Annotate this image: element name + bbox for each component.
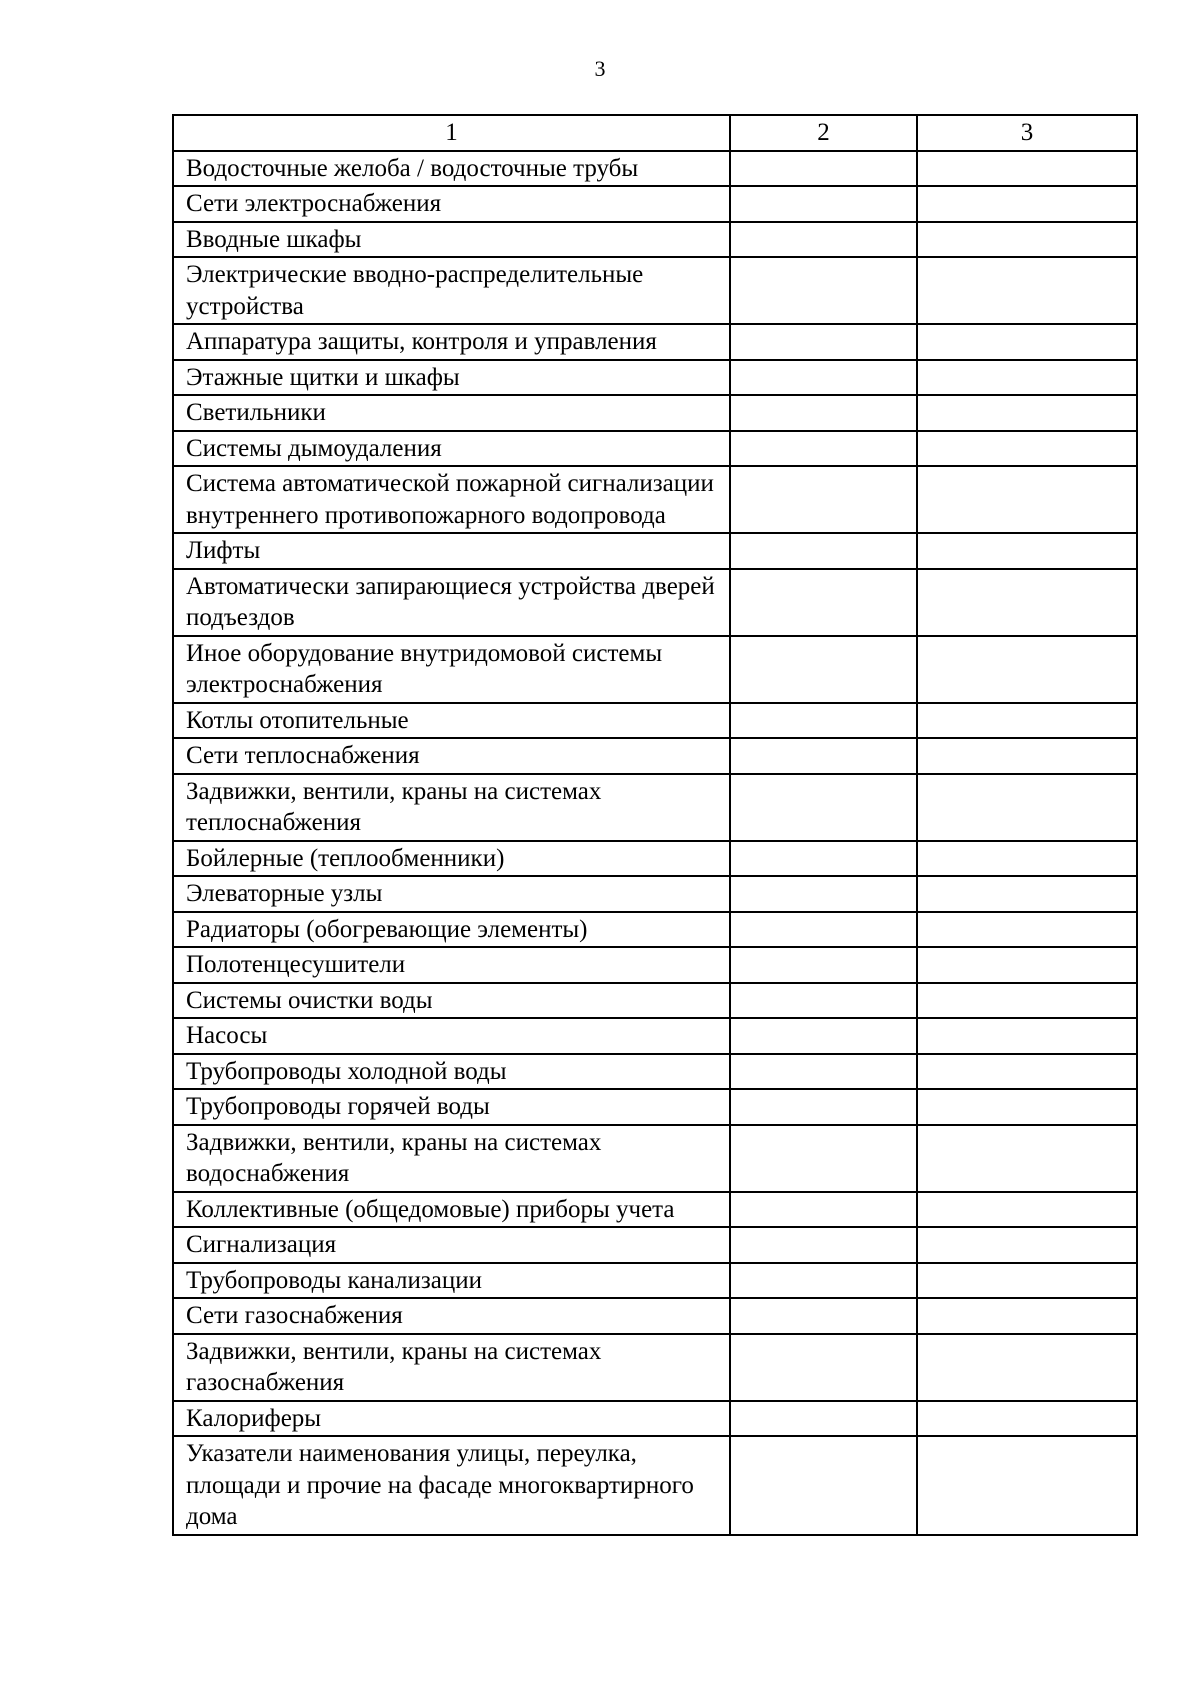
table-row [173, 983, 1137, 1019]
cell-col-2 [730, 186, 917, 222]
cell-col-2 [730, 1192, 917, 1228]
cell-col-3 [917, 151, 1137, 187]
row-label: Трубопроводы горячей воды [173, 1089, 730, 1125]
row-label: Котлы отопительные [173, 703, 730, 739]
cell-col-2 [730, 395, 917, 431]
cell-col-2 [730, 324, 917, 360]
cell-col-3 [917, 257, 1137, 324]
cell-col-3 [917, 1401, 1137, 1437]
table-row [173, 1436, 1137, 1535]
cell-col-2 [730, 360, 917, 396]
cell-col-3 [917, 1054, 1137, 1090]
table-row [173, 1298, 1137, 1334]
table-row [173, 151, 1137, 187]
cell-col-2 [730, 466, 917, 533]
row-label: Светильники [173, 395, 730, 431]
cell-col-3 [917, 395, 1137, 431]
table-row [173, 533, 1137, 569]
cell-col-3 [917, 636, 1137, 703]
cell-col-2 [730, 1401, 917, 1437]
table-row [173, 186, 1137, 222]
row-label: Элеваторные узлы [173, 876, 730, 912]
cell-col-3 [917, 1263, 1137, 1299]
row-label: Задвижки, вентили, краны на системах водоснабжения [173, 1125, 730, 1192]
row-label: Водосточные желоба / водосточные трубы [173, 151, 730, 187]
cell-col-2 [730, 636, 917, 703]
column-header-3: 3 [917, 115, 1137, 151]
cell-col-3 [917, 738, 1137, 774]
row-label: Электрические вводно-распределительные устройства [173, 257, 730, 324]
row-label: Лифты [173, 533, 730, 569]
cell-col-3 [917, 1089, 1137, 1125]
cell-col-3 [917, 983, 1137, 1019]
table-row [173, 466, 1137, 533]
cell-col-2 [730, 738, 917, 774]
table-row [173, 774, 1137, 841]
cell-col-2 [730, 912, 917, 948]
cell-col-3 [917, 1125, 1137, 1192]
cell-col-2 [730, 703, 917, 739]
cell-col-2 [730, 983, 917, 1019]
cell-col-3 [917, 360, 1137, 396]
table-row [173, 947, 1137, 983]
row-label: Этажные щитки и шкафы [173, 360, 730, 396]
cell-col-2 [730, 1263, 917, 1299]
row-label: Задвижки, вентили, краны на системах газоснабжения [173, 1334, 730, 1401]
column-header-1: 1 [173, 115, 730, 151]
cell-col-2 [730, 151, 917, 187]
cell-col-3 [917, 533, 1137, 569]
row-label: Система автоматической пожарной сигнализации внутреннего противопожарного водопровода [173, 466, 730, 533]
row-label: Трубопроводы холодной воды [173, 1054, 730, 1090]
table-row [173, 1089, 1137, 1125]
cell-col-2 [730, 876, 917, 912]
cell-col-3 [917, 912, 1137, 948]
table-row [173, 636, 1137, 703]
table-row [173, 841, 1137, 877]
cell-col-3 [917, 1298, 1137, 1334]
row-label: Насосы [173, 1018, 730, 1054]
cell-col-3 [917, 186, 1137, 222]
cell-col-2 [730, 431, 917, 467]
table-row [173, 360, 1137, 396]
table-row [173, 431, 1137, 467]
cell-col-3 [917, 1227, 1137, 1263]
table-row [173, 1263, 1137, 1299]
cell-col-3 [917, 431, 1137, 467]
column-header-2: 2 [730, 115, 917, 151]
cell-col-2 [730, 774, 917, 841]
cell-col-3 [917, 466, 1137, 533]
cell-col-3 [917, 774, 1137, 841]
row-label: Радиаторы (обогревающие элементы) [173, 912, 730, 948]
cell-col-2 [730, 1227, 917, 1263]
row-label: Автоматически запирающиеся устройства дверей подъездов [173, 569, 730, 636]
cell-col-2 [730, 1054, 917, 1090]
cell-col-2 [730, 257, 917, 324]
table-row [173, 738, 1137, 774]
table-row [173, 1334, 1137, 1401]
row-label: Аппаратура защиты, контроля и управления [173, 324, 730, 360]
row-label: Указатели наименования улицы, переулка, площади и прочие на фасаде многоквартирного дома [173, 1436, 730, 1535]
cell-col-3 [917, 1018, 1137, 1054]
row-label: Сети электроснабжения [173, 186, 730, 222]
table-row [173, 222, 1137, 258]
row-label: Бойлерные (теплообменники) [173, 841, 730, 877]
table-row [173, 1054, 1137, 1090]
cell-col-3 [917, 1192, 1137, 1228]
equipment-table [172, 114, 1138, 1536]
cell-col-3 [917, 1334, 1137, 1401]
cell-col-2 [730, 1089, 917, 1125]
cell-col-3 [917, 222, 1137, 258]
table-row [173, 1192, 1137, 1228]
table-row [173, 324, 1137, 360]
table-row [173, 912, 1137, 948]
row-label: Трубопроводы канализации [173, 1263, 730, 1299]
table-row [173, 257, 1137, 324]
page-number: 3 [594, 56, 606, 81]
row-label: Сигнализация [173, 1227, 730, 1263]
table-row [173, 1018, 1137, 1054]
table-row [173, 1227, 1137, 1263]
cell-col-2 [730, 947, 917, 983]
cell-col-3 [917, 876, 1137, 912]
cell-col-3 [917, 841, 1137, 877]
row-label: Системы дымоудаления [173, 431, 730, 467]
cell-col-2 [730, 1334, 917, 1401]
table-header-row [173, 115, 1137, 151]
cell-col-2 [730, 1018, 917, 1054]
cell-col-3 [917, 947, 1137, 983]
cell-col-3 [917, 703, 1137, 739]
cell-col-2 [730, 1436, 917, 1535]
table-row [173, 876, 1137, 912]
table-row [173, 1125, 1137, 1192]
cell-col-2 [730, 533, 917, 569]
row-label: Полотенцесушители [173, 947, 730, 983]
cell-col-2 [730, 1125, 917, 1192]
cell-col-3 [917, 1436, 1137, 1535]
row-label: Задвижки, вентили, краны на системах теплоснабжения [173, 774, 730, 841]
cell-col-3 [917, 569, 1137, 636]
row-label: Иное оборудование внутридомовой системы электроснабжения [173, 636, 730, 703]
cell-col-2 [730, 569, 917, 636]
row-label: Сети газоснабжения [173, 1298, 730, 1334]
row-label: Вводные шкафы [173, 222, 730, 258]
cell-col-2 [730, 841, 917, 877]
table-row [173, 395, 1137, 431]
table-row [173, 703, 1137, 739]
row-label: Коллективные (общедомовые) приборы учета [173, 1192, 730, 1228]
row-label: Сети теплоснабжения [173, 738, 730, 774]
row-label: Калориферы [173, 1401, 730, 1437]
table-row [173, 569, 1137, 636]
cell-col-2 [730, 1298, 917, 1334]
cell-col-2 [730, 222, 917, 258]
table-row [173, 1401, 1137, 1437]
row-label: Системы очистки воды [173, 983, 730, 1019]
cell-col-3 [917, 324, 1137, 360]
